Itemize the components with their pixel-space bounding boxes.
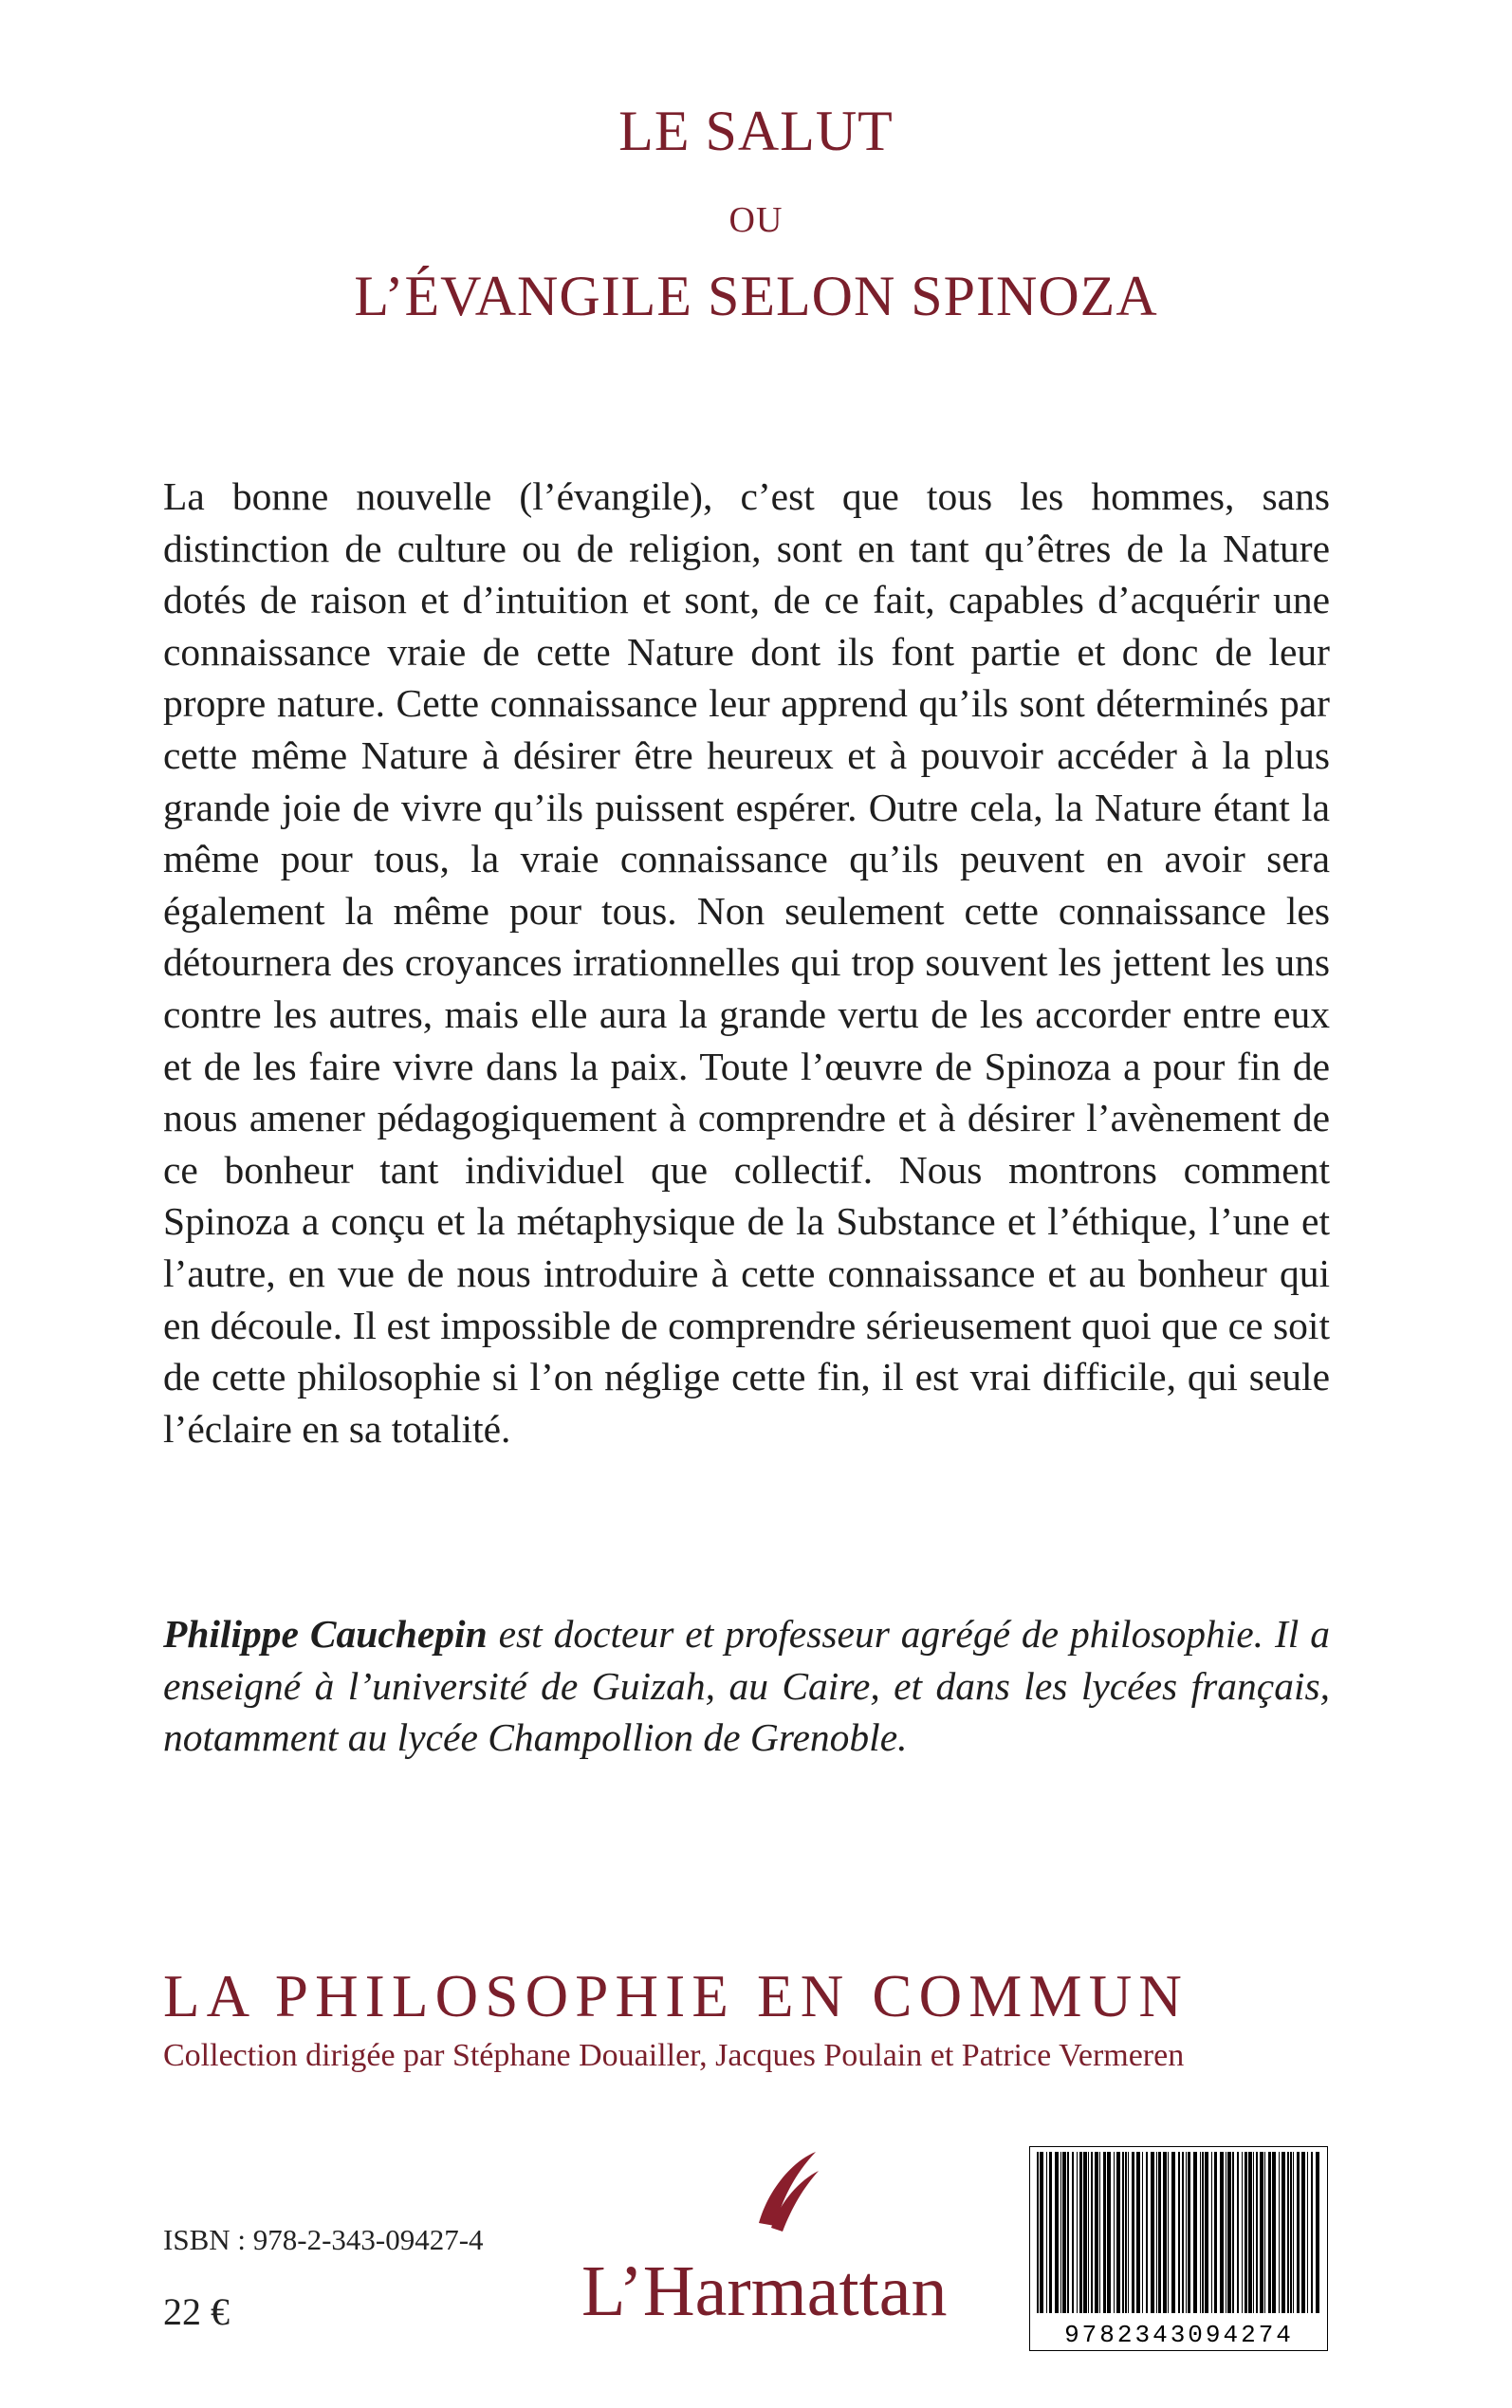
isbn-label: ISBN : 978-2-343-09427-4	[163, 2223, 484, 2256]
publisher-logo	[564, 2133, 953, 2332]
svg-text:L’Harmattan: L’Harmattan	[581, 2251, 948, 2331]
barcode	[1029, 2146, 1328, 2351]
collection-subtitle: Collection dirigée par Stéphane Douailler, Jacques Poulain et Patrice Vermeren	[163, 2038, 1185, 2073]
book-subtitle: L’ÉVANGILE SELON SPINOZA	[354, 265, 1158, 327]
author-bio-text: est docteur et professeur agrégé de philosophie. Il a enseigné à l’université de Guizah, au Caire, et dans les lycées français, notamment au lycée Champollion de Grenoble.	[163, 1612, 1330, 1760]
title-conjunction: OU	[728, 200, 784, 240]
author-bio	[163, 1608, 1330, 1764]
book-title: LE SALUT	[618, 100, 894, 162]
collection-title: LA PHILOSOPHIE EN COMMUN	[163, 1963, 1189, 2029]
price-label: 22 €	[163, 2290, 230, 2333]
author-name: Philippe Cauchepin	[163, 1612, 488, 1656]
back-cover-summary: La bonne nouvelle (l’évangile), c’est que tous les hommes, sans distinction de culture ou de religion, sont en tant qu’êtres de la Nature dotés de raison et d’intuition et sont, de ce fait, capables d’acquérir une connaissance vraie de cette Nature dont ils font partie et donc de leur propre nature. Cette connaissance leur apprend qu’ils sont déterminés par cette même Nature à désirer être heureux et à pouvoir accéder à la plus grande joie de vivre qu’ils puissent espérer. Outre cela, la Nature étant la même pour tous, la vraie connaissance qu’ils peuvent en avoir sera également la même pour tous. Non seulement cette connaissance les détournera des croyances irrationnelles qui trop souvent les jettent les uns contre les autres, mais elle aura la grande vertu de les accorder entre eux et de les faire vivre dans la paix. Toute l’œuvre de Spinoza a pour fin de nous amener pédagogiquement à comprendre et à désirer l’avènement de ce bonheur tant individuel que collectif. Nous montrons comment Spinoza a conçu et la métaphysique de la Substance et l’éthique, l’une et l’autre, en vue de nous introduire à cette connaissance et au bonheur qui en découle. Il est impossible de comprendre sérieusement quoi que ce soit de cette philosophie si l’on néglige cette fin, il est vrai difficile, qui seule l’éclaire en sa totalité.	[163, 474, 1330, 1451]
barcode-number: 9782343094274	[1064, 2321, 1294, 2349]
